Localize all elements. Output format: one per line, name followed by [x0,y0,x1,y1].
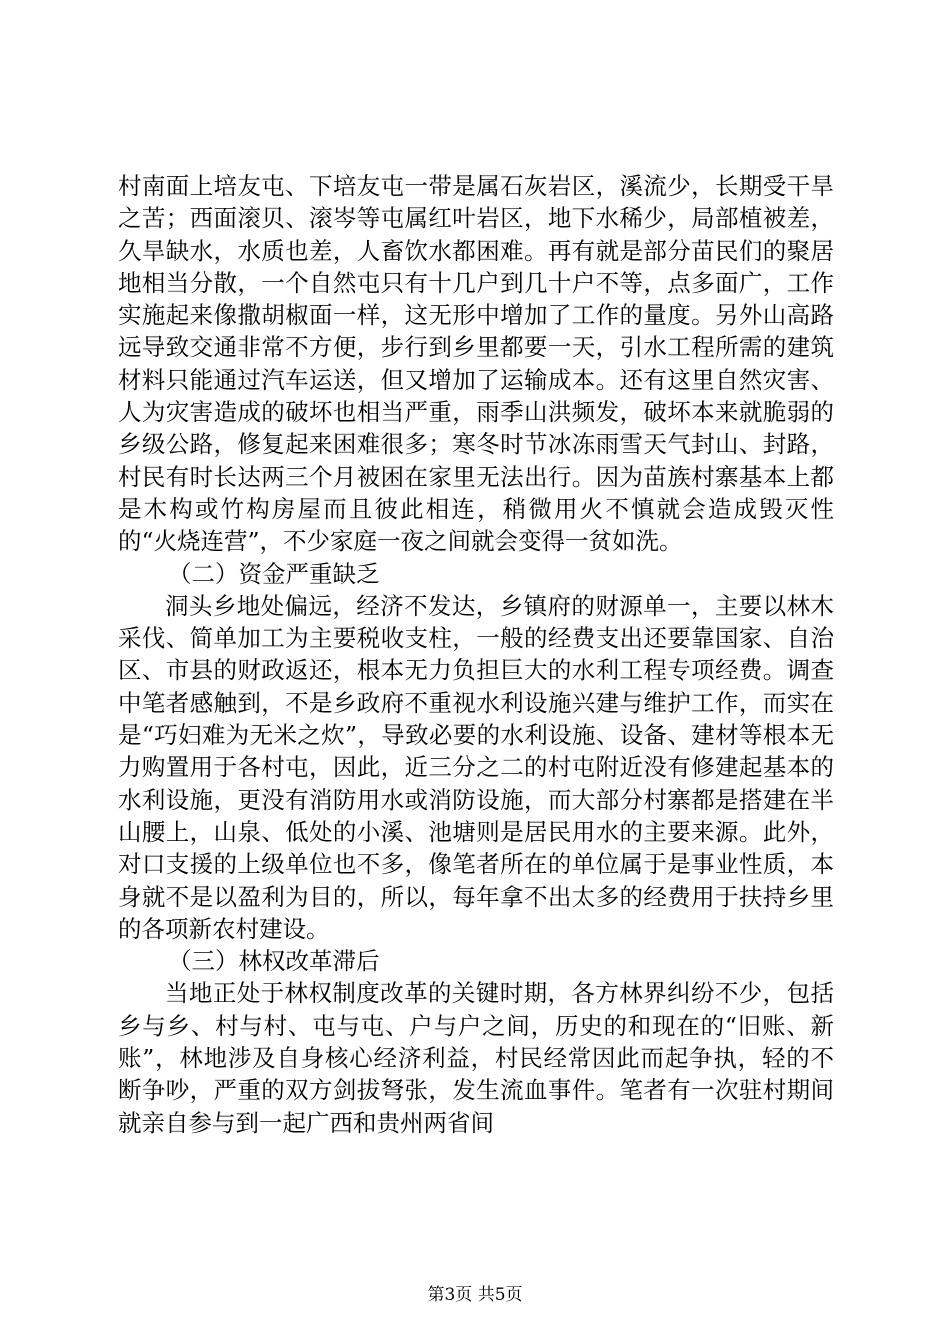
section-heading-funding: （二）资金严重缺乏 [168,559,380,588]
section-heading-forest-rights: （三）林权改革滞后 [168,947,380,976]
paragraph-funding: 洞头乡地处偏远，经济不发达，乡镇府的财源单一，主要以林木采伐、简单加工为主要税收支柱，一般的经费支出还要靠国家、自治区、市县的财政返还，根本无力负担巨大的水利工程专项经费。调查中笔者感触到，不是乡政府不重视水利设施兴建与维护工作，而实在是“巧妇难为无米之炊”，导致必要的水利设施、设备、建材等根本无力购置用于各村屯，因此，近三分之二的村屯附近没有修建起基本的水利设施，更没有消防用水或消防设施，而大部分村寨都是搭建在半山腰上，山泉、低处的小溪、池塘则是居民用水的主要来源。此外，对口支援的上级单位也不多，像笔者所在的单位属于是事业性质，本身就不是以盈利为目的，所以，每年拿不出太多的经费用于扶持乡里的各项新农村建设。 [118,591,834,943]
paragraph-forest-rights: 当地正处于林权制度改革的关键时期，各方林界纠纷不少，包括乡与乡、村与村、屯与屯、户与户之间，历史的和现在的“旧账、新账”，林地涉及自身核心经济利益，村民经常因此而起争执，轻的不断争吵，严重的双方剑拔弩张，发生流血事件。笔者有一次驻村期间就亲自参与到一起广西和贵州两省间 [118,979,834,1137]
document-body [118,170,834,1139]
paragraph-continuation: 村南面上培友屯、下培友屯一带是属石灰岩区，溪流少，长期受干旱之苦；西面滚贝、滚岑等屯属红叶岩区，地下水稀少，局部植被差，久旱缺水，水质也差，人畜饮水都困难。再有就是部分苗民们的聚居地相当分散，一个自然屯只有十几户到几十户不等，点多面广，工作实施起来像撒胡椒面一样，这无形中增加了工作的量度。另外山高路远导致交通非常不方便，步行到乡里都要一天，引水工程所需的建筑材料只能通过汽车运送，但又增加了运输成本。还有这里自然灾害、人为灾害造成的破坏也相当严重，雨季山洪频发，破坏本来就脆弱的乡级公路，修复起来困难很多；寒冬时节冰冻雨雪天气封山、封路，村民有时长达两三个月被困在家里无法出行。因为苗族村寨基本上都是木构或竹构房屋而且彼此相连，稍微用火不慎就会造成毁灭性的“火烧连营”，不少家庭一夜之间就会变得一贫如洗。 [118,172,834,556]
page-number-footer: 第3页 共5页 [427,1285,523,1305]
